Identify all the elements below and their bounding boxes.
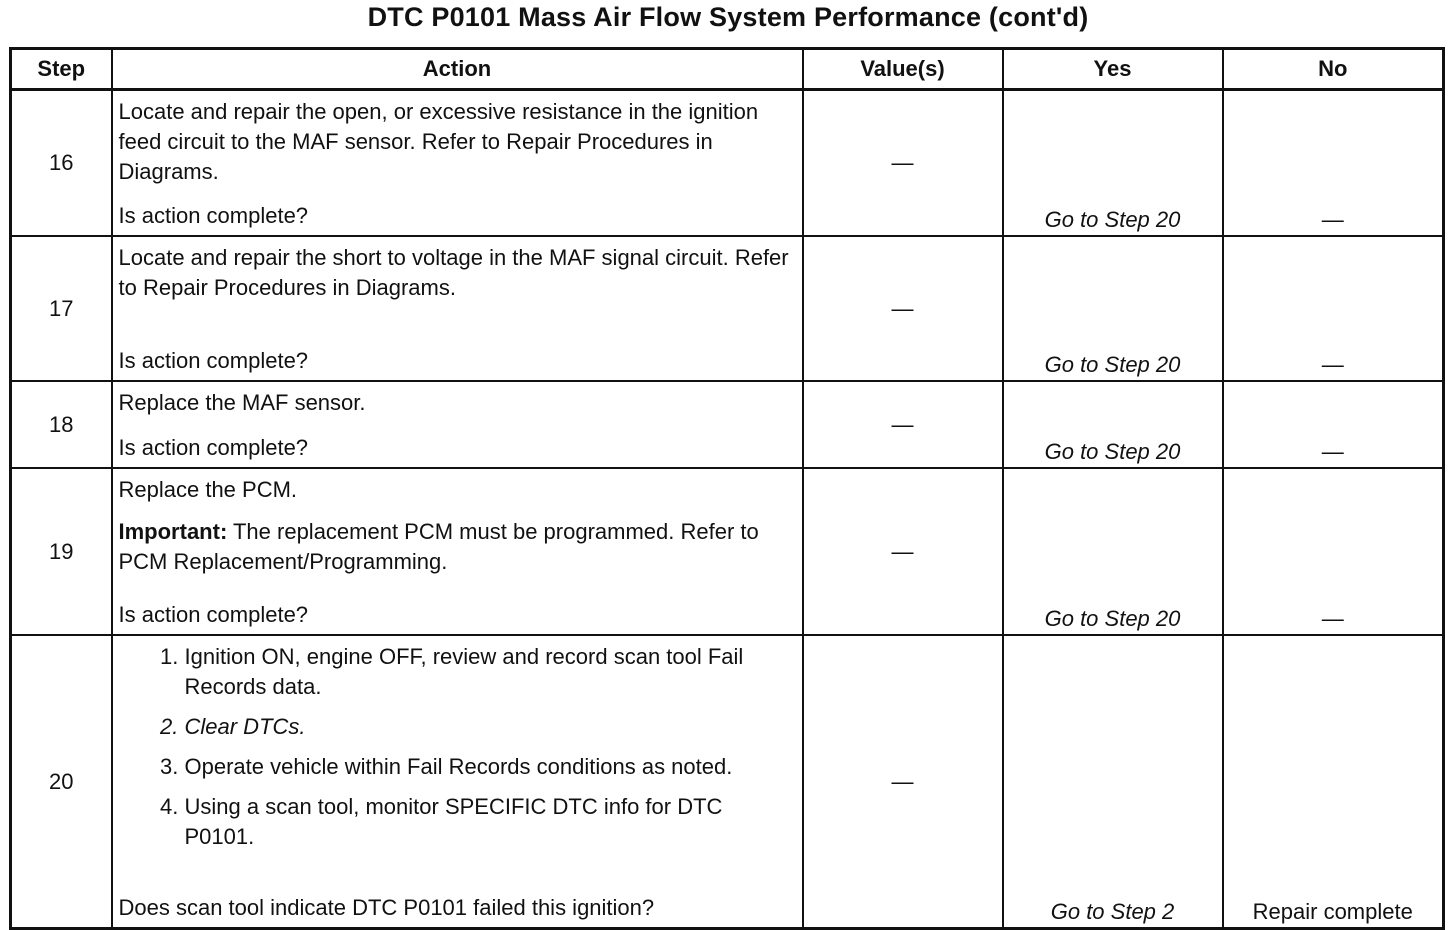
yes-cell: Go to Step 20 [1003, 90, 1223, 237]
header-values: Value(s) [803, 49, 1003, 90]
table-header-row [11, 49, 1444, 90]
no-cell: — [1223, 468, 1444, 635]
header-action: Action [112, 49, 803, 90]
step-number: 20 [11, 635, 112, 929]
yes-cell: Go to Step 2 [1003, 635, 1223, 929]
list-item: 4. Using a scan tool, monitor SPECIFIC DTC info for DTC P0101. [185, 792, 796, 852]
action-cell [112, 236, 803, 381]
value-cell: — [803, 90, 1003, 237]
header-step: Step [11, 49, 112, 90]
action-cell [112, 468, 803, 635]
step-number: 16 [11, 90, 112, 237]
action-question: Does scan tool indicate DTC P0101 failed this ignition? [118, 895, 655, 920]
step-number: 19 [11, 468, 112, 635]
diagnostic-table [9, 47, 1445, 930]
table-row-step-19 [11, 468, 1444, 635]
important-text: The replacement PCM must be programmed. Refer to PCM Replacement/Programming. [118, 519, 759, 574]
action-text: Replace the PCM. [118, 477, 298, 502]
list-item: 2. Clear DTCs. [185, 712, 796, 742]
value-cell: — [803, 468, 1003, 635]
value-cell: — [803, 236, 1003, 381]
important-note [119, 517, 796, 577]
action-question: Is action complete? [118, 435, 309, 460]
table-row-step-16 [11, 90, 1444, 237]
yes-cell: Go to Step 20 [1003, 468, 1223, 635]
no-cell: — [1223, 381, 1444, 468]
no-cell: — [1223, 236, 1444, 381]
list-item: 3. Operate vehicle within Fail Records conditions as noted. [185, 752, 796, 782]
step-number: 18 [11, 381, 112, 468]
table-row-step-20 [11, 635, 1444, 929]
value-cell: — [803, 381, 1003, 468]
action-cell [112, 635, 803, 929]
action-question: Is action complete? [118, 602, 309, 627]
no-cell: — [1223, 90, 1444, 237]
table-row-step-17 [11, 236, 1444, 381]
action-text: Locate and repair the short to voltage in the MAF signal circuit. Refer to Repair Procedures in Diagrams. [118, 245, 789, 300]
action-cell [112, 381, 803, 468]
table-row-step-18 [11, 381, 1444, 468]
page-title: DTC P0101 Mass Air Flow System Performance (cont'd) [367, 2, 1089, 32]
value-cell: — [803, 635, 1003, 929]
no-cell: Repair complete [1223, 635, 1444, 929]
yes-cell: Go to Step 20 [1003, 236, 1223, 381]
action-text: Replace the MAF sensor. [118, 390, 366, 415]
header-no: No [1223, 49, 1444, 90]
action-question: Is action complete? [118, 348, 309, 373]
yes-cell: Go to Step 20 [1003, 381, 1223, 468]
action-question: Is action complete? [118, 203, 309, 228]
important-label: Important: [118, 519, 228, 544]
header-yes: Yes [1003, 49, 1223, 90]
action-cell [112, 90, 803, 237]
procedure-list [119, 642, 796, 852]
step-number: 17 [11, 236, 112, 381]
action-text: Locate and repair the open, or excessive resistance in the ignition feed circuit to the MAF sensor. Refer to Repair Procedures in Diagrams. [118, 99, 759, 184]
list-item: 1. Ignition ON, engine OFF, review and record scan tool Fail Records data. [185, 642, 796, 702]
